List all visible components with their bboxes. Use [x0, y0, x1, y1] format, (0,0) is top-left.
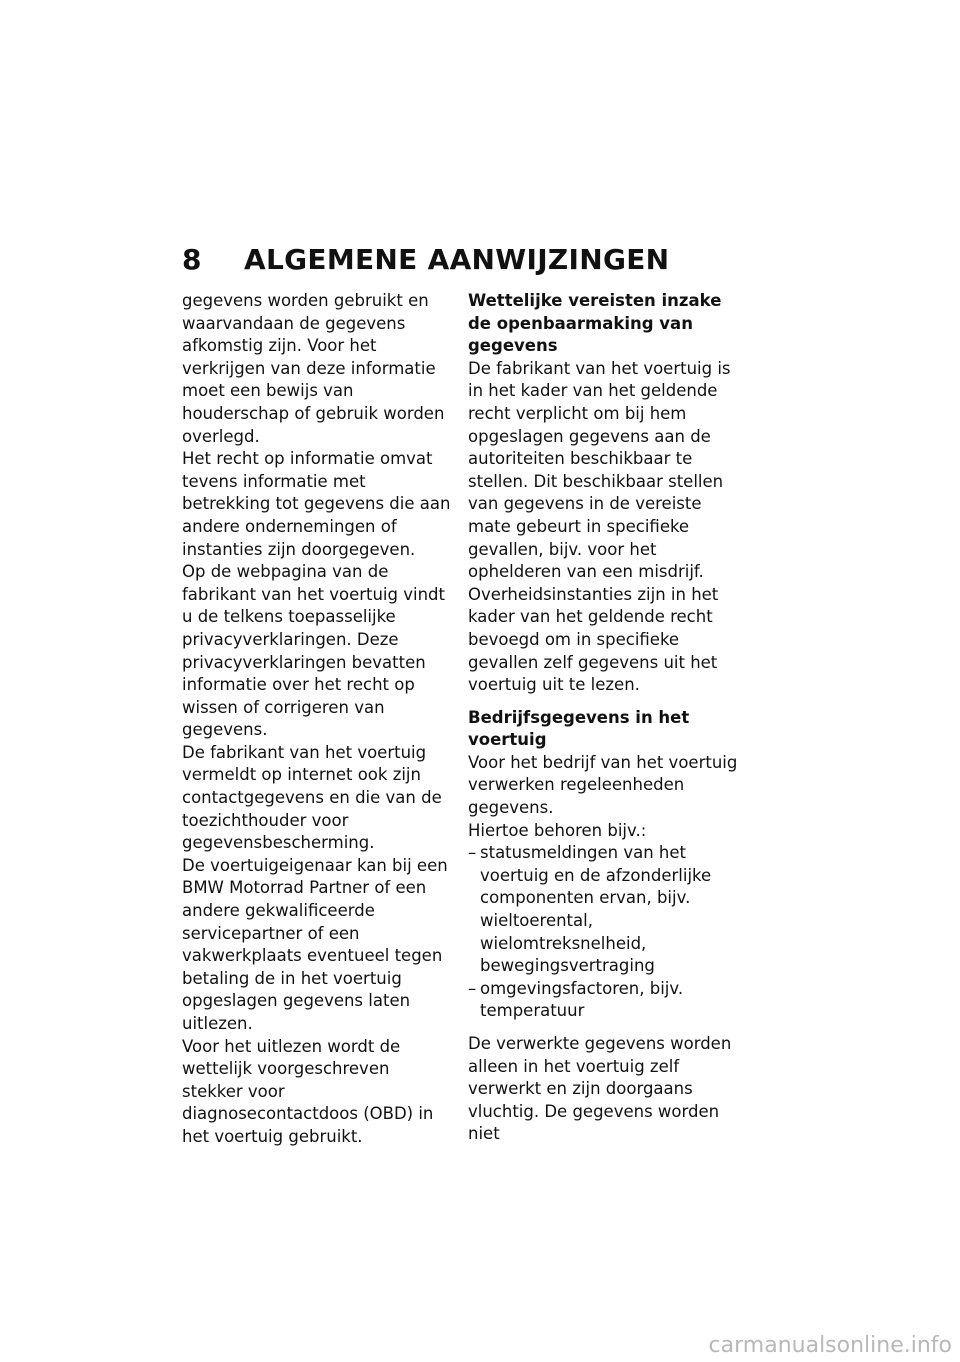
paragraph: De fabrikant van het voertuig is in het kader van het geldende recht verplicht om bij hem opgeslagen gegevens aan de autoriteiten beschikbaar te stellen. Dit beschikbaar stellen van gegevens in de vereiste mate gebeurt in specifieke gevallen, bijv. voor het ophelderen van een misdrijf. [468, 358, 731, 582]
paragraph: Voor het uitlezen wordt de wettelijk voorgeschreven stekker voor diagnosecontactdoos (OBD) in het voertuig gebruikt. [182, 1036, 434, 1146]
paragraph: De voertuigeigenaar kan bij een BMW Motorrad Partner of een andere gekwalificeerde servicepartner of een vakwerkplaats eventueel tegen betaling de in het voertuig opgeslagen gegevens laten uitlezen. [182, 855, 448, 1033]
watermark: carmanualsonline.info [708, 1333, 952, 1358]
dash-bullet-icon: – [468, 843, 477, 863]
dash-bullet-icon: – [468, 978, 477, 998]
paragraph: Hiertoe behoren bijv.: [468, 820, 647, 840]
list-item-text: statusmeldingen van het voertuig en de afzonderlijke componenten ervan, bijv. wieltoerental, wielomtreksnelheid, bewegingsvertraging [480, 843, 712, 976]
section-heading-operating-data: Bedrijfsgegevens in het voertuig [468, 707, 690, 750]
paragraph: Voor het bedrijf van het voertuig verwerken regeleenheden gegevens. [468, 752, 738, 818]
list-item [468, 842, 740, 978]
chapter-number: 8 [182, 243, 202, 276]
list-item [468, 978, 740, 1023]
paragraph: Het recht op informatie omvat tevens informatie met betrekking tot gegevens die aan andere ondernemingen of instanties zijn doorgegeven. [182, 449, 451, 559]
list-item-text: omgevingsfactoren, bijv. temperatuur [480, 978, 684, 1021]
section-heading-legal-requirements: Wettelijke vereisten inzake de openbaarmaking van gegevens [468, 291, 722, 356]
right-column [468, 290, 740, 1146]
paragraph: Overheidsinstanties zijn in het kader van het geldende recht bevoegd om in specifieke gevallen zelf gegevens uit het voertuig uit te lezen. [468, 584, 719, 695]
paragraph: De verwerkte gegevens worden alleen in het voertuig zelf verwerkt en zijn doorgaans vluchtig. De gegevens worden niet [468, 1034, 732, 1144]
left-column [182, 290, 454, 1149]
paragraph: De fabrikant van het voertuig vermeldt op internet ook zijn contactgegevens en die van de toezichthouder voor gegevensbescherming. [182, 742, 442, 853]
bullet-list [468, 842, 740, 1023]
paragraph: gegevens worden gebruikt en waarvandaan de gegevens afkomstig zijn. Voor het verkrijgen van deze informatie moet een bewijs van houderschap of gebruik worden overlegd. [182, 291, 445, 446]
chapter-heading [182, 240, 669, 280]
paragraph: Op de webpagina van de fabrikant van het voertuig vindt u de telkens toepasselijke privacyverklaringen. Deze privacyverklaringen bevatten informatie over het recht op wissen of corrigeren van gegevens. [182, 562, 445, 740]
chapter-title: ALGEMENE AANWIJZINGEN [244, 243, 670, 276]
